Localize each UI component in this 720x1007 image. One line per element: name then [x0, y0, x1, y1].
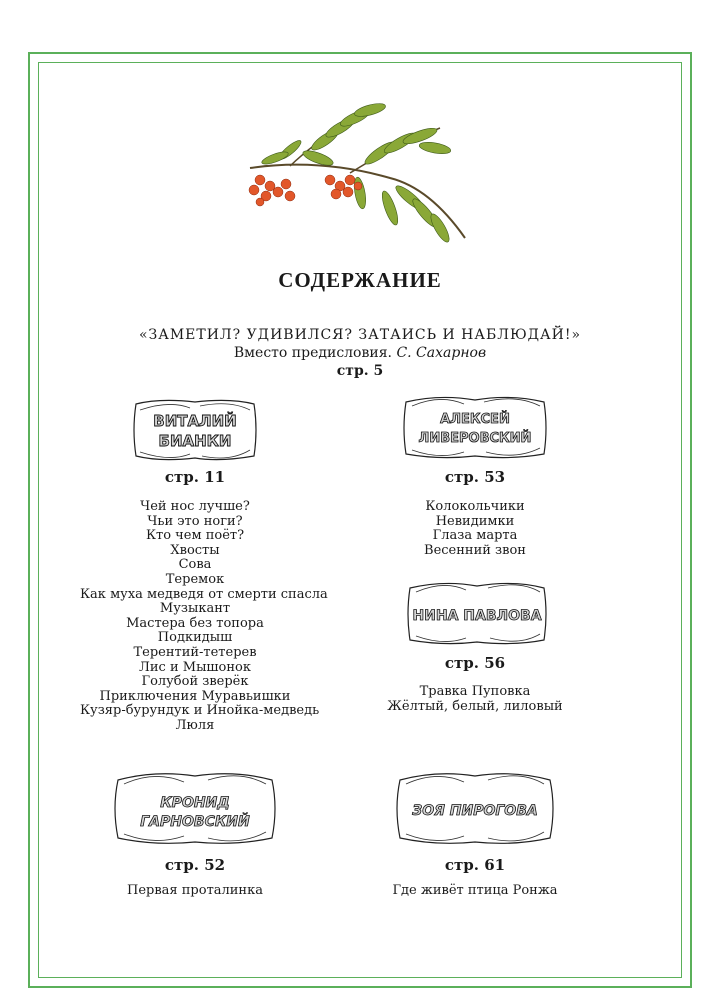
story-item: Колокольчики	[425, 499, 525, 514]
story-item: Первая проталинка	[127, 883, 263, 898]
story-item: Сова	[178, 557, 212, 573]
author-logo-garnovsky	[110, 768, 280, 848]
story-list	[370, 685, 580, 714]
story-list	[80, 499, 328, 734]
story-item: Невидимки	[435, 513, 515, 529]
section-page: стр. 11	[164, 468, 226, 486]
story-item: Терентий-тетерев	[133, 644, 257, 660]
author-logo-bianki	[130, 396, 260, 464]
story-item: Чьи это ноги?	[147, 513, 243, 529]
story-item: Музыкант	[159, 601, 231, 617]
rowan-branch-illustration	[230, 88, 470, 258]
preface-entry	[0, 326, 720, 380]
story-list	[370, 500, 580, 558]
story-item: Люля	[175, 717, 215, 733]
story-item: Как муха медведя от смерти спасла	[80, 586, 328, 602]
story-item: Кузяр-бурундук и Инойка-медведь	[80, 703, 320, 719]
author-logo-pavlova	[404, 578, 550, 648]
author-logo-line: КРОНИД	[160, 795, 230, 811]
author-logo-liverovsky	[400, 392, 550, 462]
story-item: Лис и Мышонок	[139, 659, 251, 675]
preface-intro-text: Вместо предисловия.	[233, 345, 392, 361]
section-page: стр. 53	[444, 468, 506, 486]
author-logo-line: ВИТАЛИЙ	[153, 412, 237, 430]
author-logo-line: АЛЕКСЕЙ	[440, 412, 510, 427]
section-bianki	[80, 396, 328, 736]
section-page: стр. 52	[164, 856, 226, 874]
author-logo-line: БИАНКИ	[158, 432, 232, 450]
story-item: Голубой зверёк	[141, 674, 249, 690]
story-item: Чей нос лучше?	[140, 499, 250, 514]
story-item: Приключения Муравьишки	[99, 688, 291, 704]
preface-quote: «ЗАМЕТИЛ? УДИВИЛСЯ? ЗАТАИСЬ И НАБЛЮДАЙ!»	[138, 327, 582, 343]
story-list	[370, 884, 580, 899]
story-item: Глаза марта	[432, 528, 518, 544]
section-pavlova	[370, 578, 580, 718]
story-item: Жёлтый, белый, лиловый	[387, 698, 563, 714]
section-garnovsky	[80, 768, 310, 898]
preface-author: С. Сахарнов	[396, 345, 487, 361]
section-pirogova	[370, 768, 580, 898]
story-item: Где живёт птица Ронжа	[392, 883, 558, 898]
story-item: Хвосты	[170, 542, 220, 558]
author-logo-line: ГАРНОВСКИЙ	[140, 814, 250, 830]
author-logo-line: ЗОЯ ПИРОГОВА	[412, 803, 538, 819]
page-title: СОДЕРЖАНИЕ	[278, 268, 442, 292]
section-page: стр. 61	[444, 856, 506, 874]
author-logo-line: НИНА ПАВЛОВА	[412, 608, 542, 624]
section-liverovsky	[370, 392, 580, 562]
author-logo-pirogova	[392, 768, 558, 848]
story-list	[80, 884, 310, 899]
story-item: Травка Пуповка	[419, 684, 531, 699]
story-item: Теремок	[165, 571, 225, 587]
preface-intro	[0, 344, 720, 362]
section-page: стр. 56	[444, 654, 506, 672]
story-item: Кто чем поёт?	[145, 528, 245, 544]
story-item: Подкидыш	[157, 630, 233, 646]
author-logo-line: ЛИВЕРОВСКИЙ	[418, 431, 532, 446]
story-item: Мастера без топора	[126, 615, 264, 631]
preface-page: стр. 5	[336, 363, 384, 379]
story-item: Весенний звон	[424, 542, 526, 558]
